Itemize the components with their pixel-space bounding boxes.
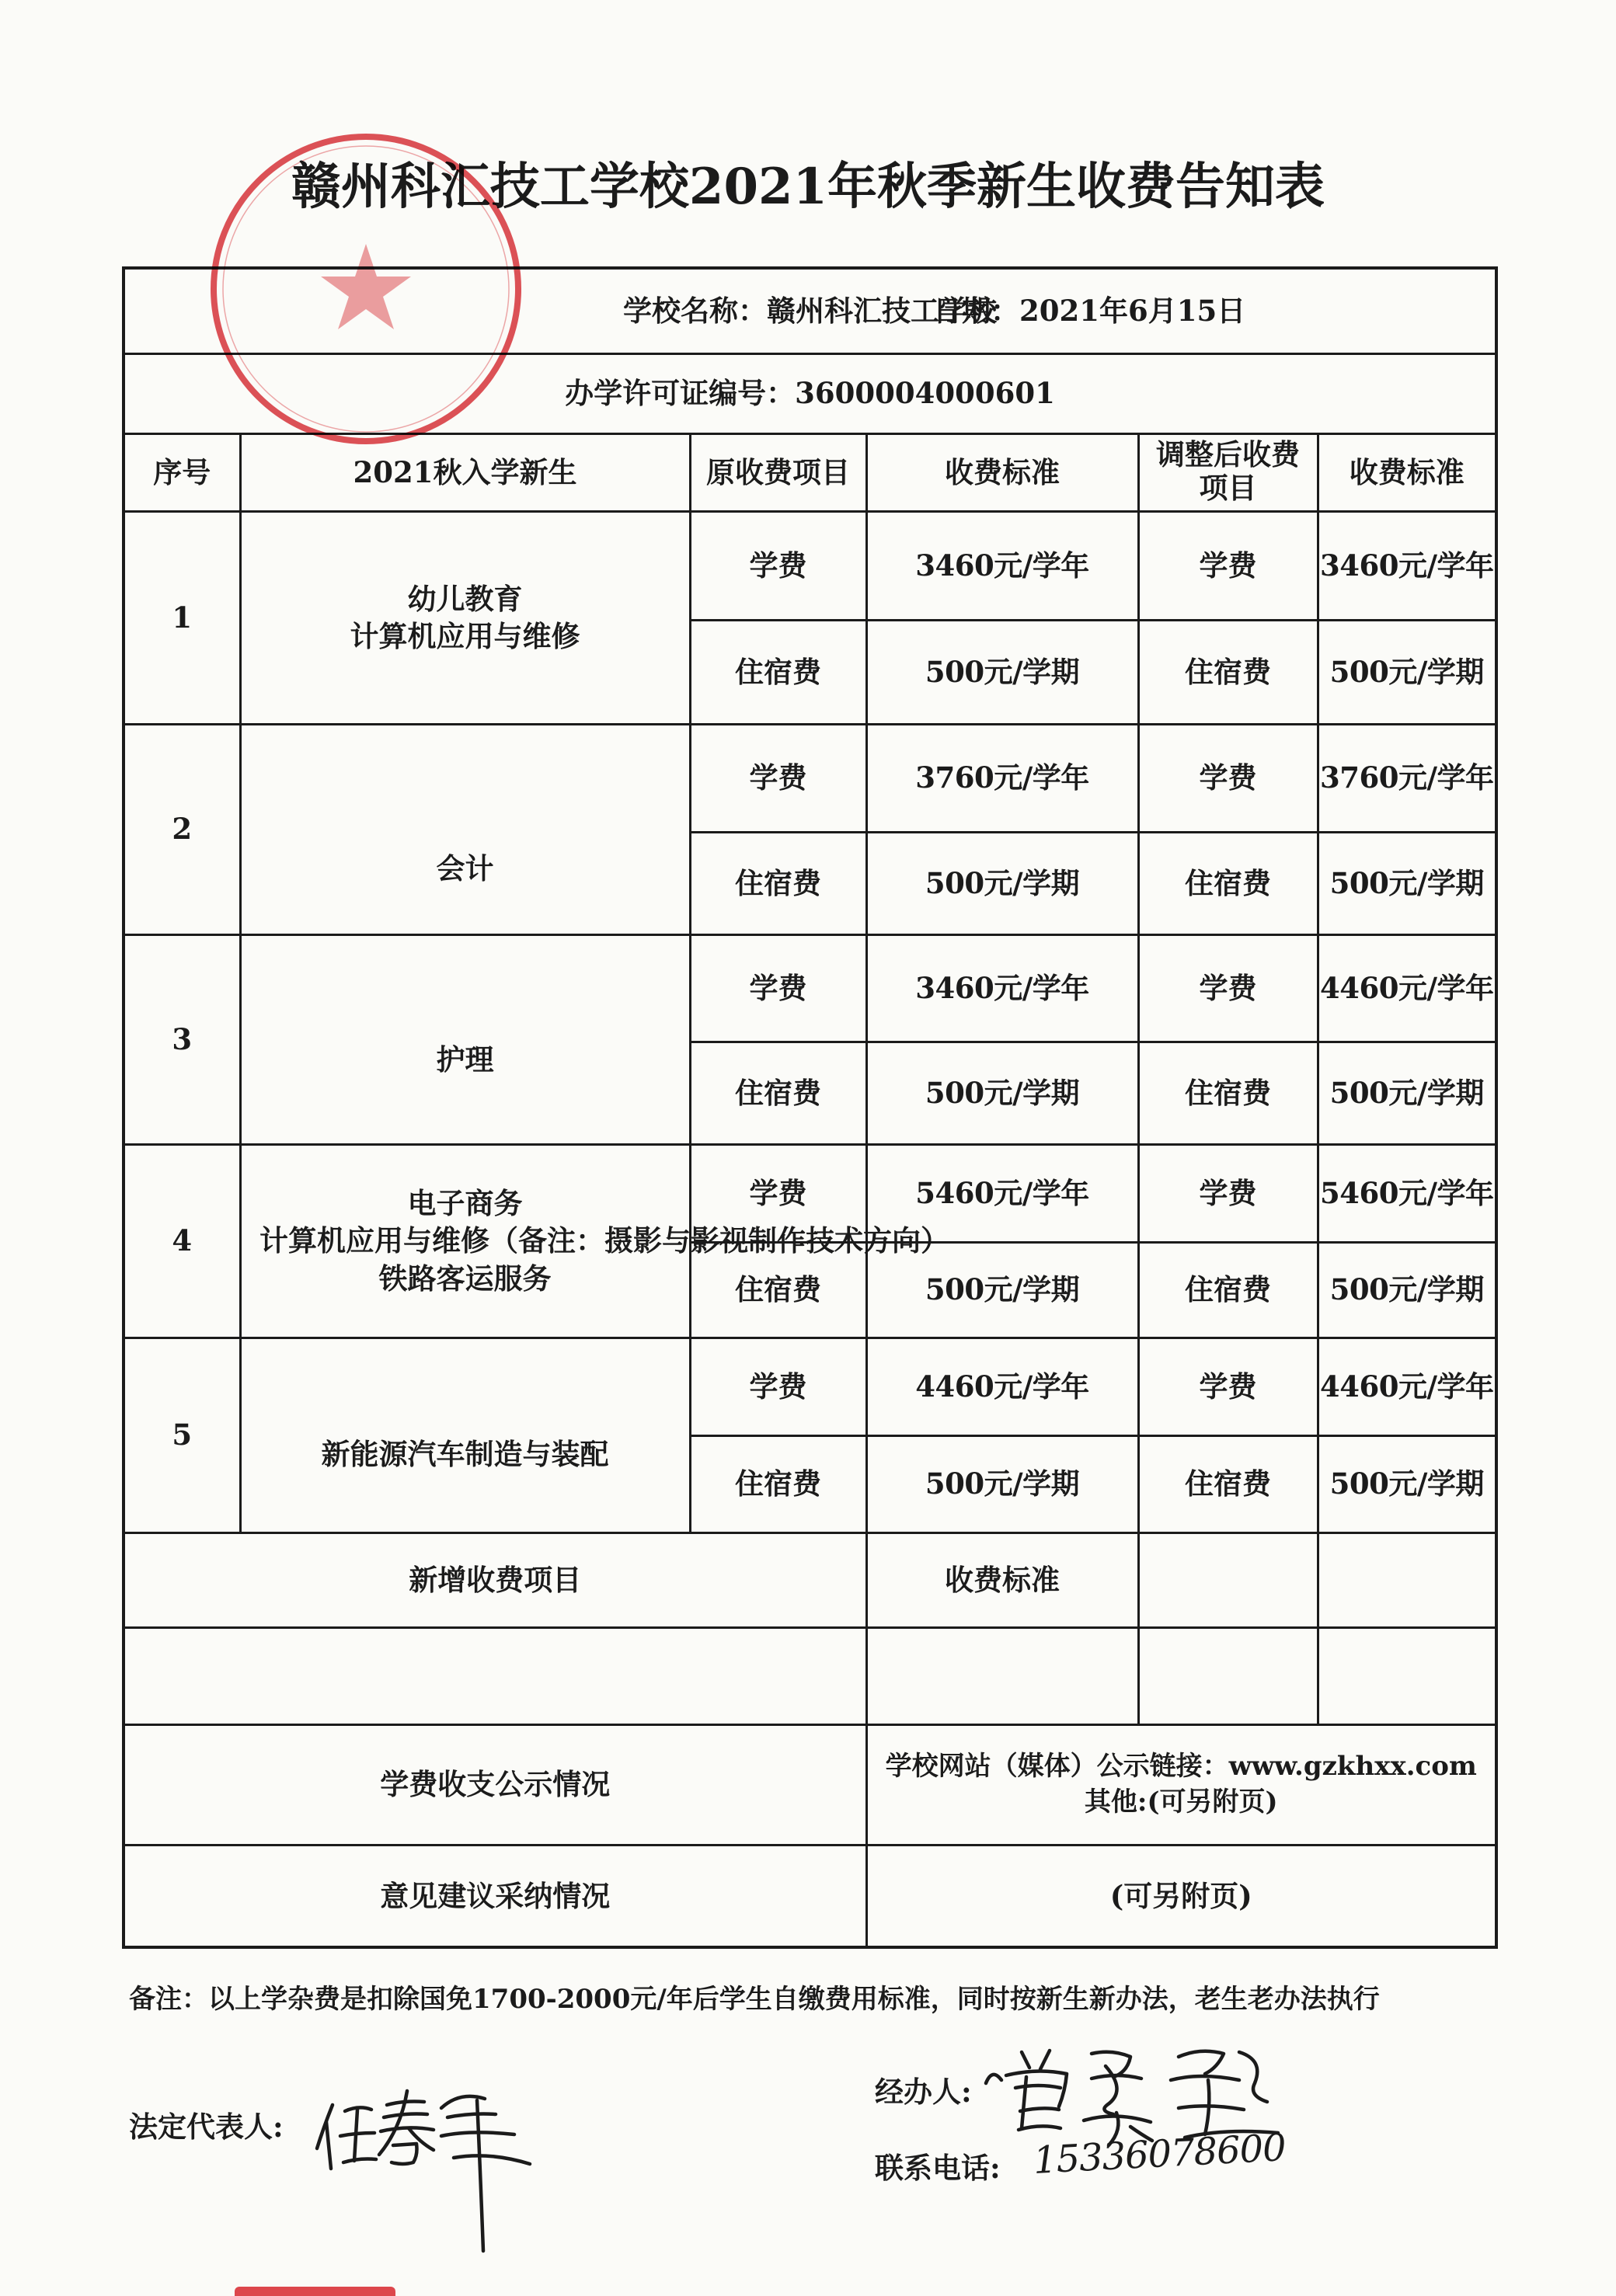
col-header-new-std: 收费标准 [1318,433,1496,511]
new-fee-std: 500元/学期 [1318,1435,1496,1532]
orig-fee-item: 学费 [690,1338,866,1435]
orig-fee-item: 住宿费 [690,832,866,934]
orig-fee-item: 住宿费 [690,1435,866,1532]
additional-fees-std-label: 收费标准 [866,1532,1138,1627]
empty-cell [1138,1532,1318,1627]
disclosure-other-line: 其他:(可另附页) [1084,1786,1278,1818]
orig-fee-item: 学费 [690,724,866,832]
license-line: 办学许可证编号：3600004000601 [565,376,1055,411]
red-ink-smudge [235,2287,395,2296]
program-name: 会计 [436,851,494,886]
orig-fee-std: 500元/学期 [866,1242,1138,1338]
new-fee-item: 住宿费 [1138,1242,1318,1338]
disclosure-value-cell [866,1724,1496,1845]
new-fee-item: 学费 [1138,511,1318,620]
new-fee-item: 住宿费 [1138,832,1318,934]
new-fee-item: 住宿费 [1138,620,1318,724]
program-name: 铁路客运服务 [378,1261,552,1296]
orig-fee-std: 500元/学期 [866,1042,1138,1144]
new-fee-item: 住宿费 [1138,1042,1318,1144]
new-fee-item: 学费 [1138,934,1318,1042]
license-cell [124,353,1496,433]
new-fee-item: 学费 [1138,1338,1318,1435]
school-info-cell [124,268,1496,353]
additional-fees-blank-row [124,1627,1496,1724]
table-row [124,1338,1496,1435]
disclosure-row [124,1724,1496,1845]
orig-fee-std: 500元/学期 [866,620,1138,724]
table-row [124,724,1496,832]
program-name: 幼儿教育 [407,581,523,616]
new-fee-std: 3460元/学年 [1318,511,1496,620]
program-name: 电子商务 [407,1186,523,1221]
orig-fee-item: 住宿费 [690,1242,866,1338]
new-fee-std: 500元/学期 [1318,1042,1496,1144]
table-row [124,1144,1496,1242]
new-fee-std: 5460元/学年 [1318,1144,1496,1242]
orig-fee-item: 学费 [690,934,866,1042]
empty-cell [866,1627,1138,1724]
fee-table [122,266,1498,1949]
new-fee-std: 4460元/学年 [1318,934,1496,1042]
col-header-orig-std: 收费标准 [866,433,1138,511]
program-cell [240,1338,690,1532]
new-fee-std: 4460元/学年 [1318,1338,1496,1435]
new-fee-std: 3760元/学年 [1318,724,1496,832]
orig-fee-item: 住宿费 [690,620,866,724]
program-name: 计算机应用与维修（备注：摄影与影视制作技术方向） [259,1223,949,1258]
program-name: 新能源汽车制造与装配 [321,1437,609,1472]
empty-cell [1138,1627,1318,1724]
empty-cell [1318,1532,1496,1627]
new-fee-item: 学费 [1138,724,1318,832]
row-number: 5 [124,1338,240,1532]
table-row [124,934,1496,1042]
column-header-row [124,433,1496,511]
new-fee-item: 住宿费 [1138,1435,1318,1532]
row-number: 3 [124,934,240,1144]
new-fee-std: 500元/学期 [1318,1242,1496,1338]
orig-fee-std: 4460元/学年 [866,1338,1138,1435]
row-number: 4 [124,1144,240,1338]
disclosure-link-line: 学校网站（媒体）公示链接：www.gzkhxx.com [885,1750,1477,1782]
orig-fee-std: 3760元/学年 [866,724,1138,832]
handler-label: 经办人: [875,2075,972,2109]
remarks-note: 备注：以上学杂费是扣除国免1700-2000元/年后学生自缴费用标准，同时按新生新办法，老生老办法执行 [129,1984,1380,2015]
school-name-line: 学校名称：赣州科汇技工学校 [623,294,998,329]
orig-fee-item: 住宿费 [690,1042,866,1144]
document-title: 赣州科汇技工学校2021年秋季新生收费告知表 [291,158,1325,216]
orig-fee-std: 3460元/学年 [866,934,1138,1042]
legal-rep-label: 法定代表人: [129,2110,284,2144]
additional-fees-header-row [124,1532,1496,1627]
license-row [124,353,1496,433]
program-name: 护理 [436,1042,494,1077]
col-header-number: 序号 [124,433,240,511]
row-number: 1 [124,511,240,724]
col-header-new-item-label: 调整后收费项目 [1156,437,1300,505]
col-header-orig-item: 原收费项目 [690,433,866,511]
date-line: 日期：2021年6月15日 [933,294,1246,329]
orig-fee-std: 5460元/学年 [866,1144,1138,1242]
handwritten-phone-number: 15336078600 [1032,2126,1287,2183]
empty-cell [124,1627,866,1724]
feedback-row [124,1845,1496,1947]
new-fee-std: 500元/学期 [1318,832,1496,934]
feedback-label: 意见建议采纳情况 [124,1845,866,1947]
program-name: 计算机应用与维修 [350,619,580,653]
feedback-value: (可另附页) [866,1845,1496,1947]
phone-label: 联系电话: [875,2151,1001,2185]
orig-fee-std: 500元/学期 [866,1435,1138,1532]
program-cell [240,934,690,1144]
row-number: 2 [124,724,240,934]
new-fee-std: 500元/学期 [1318,620,1496,724]
disclosure-label: 学费收支公示情况 [124,1724,866,1845]
program-cell [240,511,690,724]
orig-fee-std: 3460元/学年 [866,511,1138,620]
table-row [124,511,1496,620]
empty-cell [1318,1627,1496,1724]
orig-fee-std: 500元/学期 [866,832,1138,934]
col-header-program: 2021秋入学新生 [240,433,690,511]
orig-fee-item: 学费 [690,511,866,620]
program-cell [240,724,690,934]
legal-rep-signature-icon [311,2074,536,2256]
col-header-new-item [1138,433,1318,511]
orig-fee-item: 学费 [690,1144,866,1242]
new-fee-item: 学费 [1138,1144,1318,1242]
additional-fees-label: 新增收费项目 [124,1532,866,1627]
school-info-row [124,268,1496,353]
